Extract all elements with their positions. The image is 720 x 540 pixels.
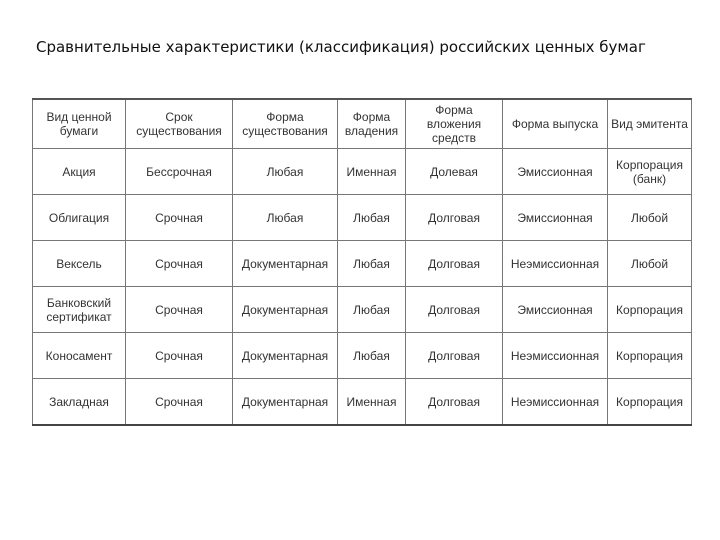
- table-cell: Любая: [338, 287, 406, 333]
- table-cell: Срочная: [126, 241, 233, 287]
- table-cell: Вексель: [33, 241, 126, 287]
- table-cell: Долговая: [406, 287, 503, 333]
- table-cell: Долговая: [406, 241, 503, 287]
- table-cell: Любая: [233, 149, 338, 195]
- table-cell: Документарная: [233, 379, 338, 426]
- table-cell: Акция: [33, 149, 126, 195]
- header-existence-form: Форма существования: [233, 99, 338, 149]
- table-cell: Любой: [608, 241, 692, 287]
- table-cell: Именная: [338, 379, 406, 426]
- table-cell: Корпорация: [608, 287, 692, 333]
- table-cell: Документарная: [233, 287, 338, 333]
- table-cell: Коносамент: [33, 333, 126, 379]
- table-cell: Корпорация: [608, 379, 692, 426]
- table-cell: Срочная: [126, 333, 233, 379]
- securities-comparison-table: [32, 98, 692, 426]
- table-cell: Неэмиссионная: [503, 333, 608, 379]
- table-cell: Закладная: [33, 379, 126, 426]
- table-cell: Долговая: [406, 333, 503, 379]
- table-cell: Любой: [608, 195, 692, 241]
- table-row: [33, 195, 692, 241]
- table-cell: Неэмиссионная: [503, 379, 608, 426]
- header-issuer-type: Вид эмитента: [608, 99, 692, 149]
- table-cell: Срочная: [126, 195, 233, 241]
- table-cell: Неэмиссионная: [503, 241, 608, 287]
- table-cell: Корпорация (банк): [608, 149, 692, 195]
- header-issue-form: Форма выпуска: [503, 99, 608, 149]
- table-cell: Любая: [338, 333, 406, 379]
- header-investment-form: Форма вложения средств: [406, 99, 503, 149]
- table-cell: Любая: [338, 241, 406, 287]
- table-cell: Именная: [338, 149, 406, 195]
- table-row: [33, 287, 692, 333]
- table-row: [33, 149, 692, 195]
- table-cell: Долевая: [406, 149, 503, 195]
- header-term: Срок существования: [126, 99, 233, 149]
- table-cell: Долговая: [406, 379, 503, 426]
- table-cell: Любая: [233, 195, 338, 241]
- table-row: [33, 333, 692, 379]
- header-security-type: Вид ценной бумаги: [33, 99, 126, 149]
- table-cell: Бессрочная: [126, 149, 233, 195]
- table-cell: Любая: [338, 195, 406, 241]
- table-cell: Срочная: [126, 287, 233, 333]
- table-cell: Срочная: [126, 379, 233, 426]
- table-row: [33, 379, 692, 426]
- table-cell: Документарная: [233, 241, 338, 287]
- table-cell: Эмиссионная: [503, 287, 608, 333]
- table-header-row: [33, 99, 692, 149]
- header-ownership-form: Форма владения: [338, 99, 406, 149]
- table-cell: Эмиссионная: [503, 149, 608, 195]
- table-cell: Облигация: [33, 195, 126, 241]
- table-cell: Банковский сертификат: [33, 287, 126, 333]
- table-row: [33, 241, 692, 287]
- table-cell: Корпорация: [608, 333, 692, 379]
- table-cell: Эмиссионная: [503, 195, 608, 241]
- table-cell: Документарная: [233, 333, 338, 379]
- table-cell: Долговая: [406, 195, 503, 241]
- slide-title: Сравнительные характеристики (классификация) российских ценных бумаг: [36, 38, 646, 56]
